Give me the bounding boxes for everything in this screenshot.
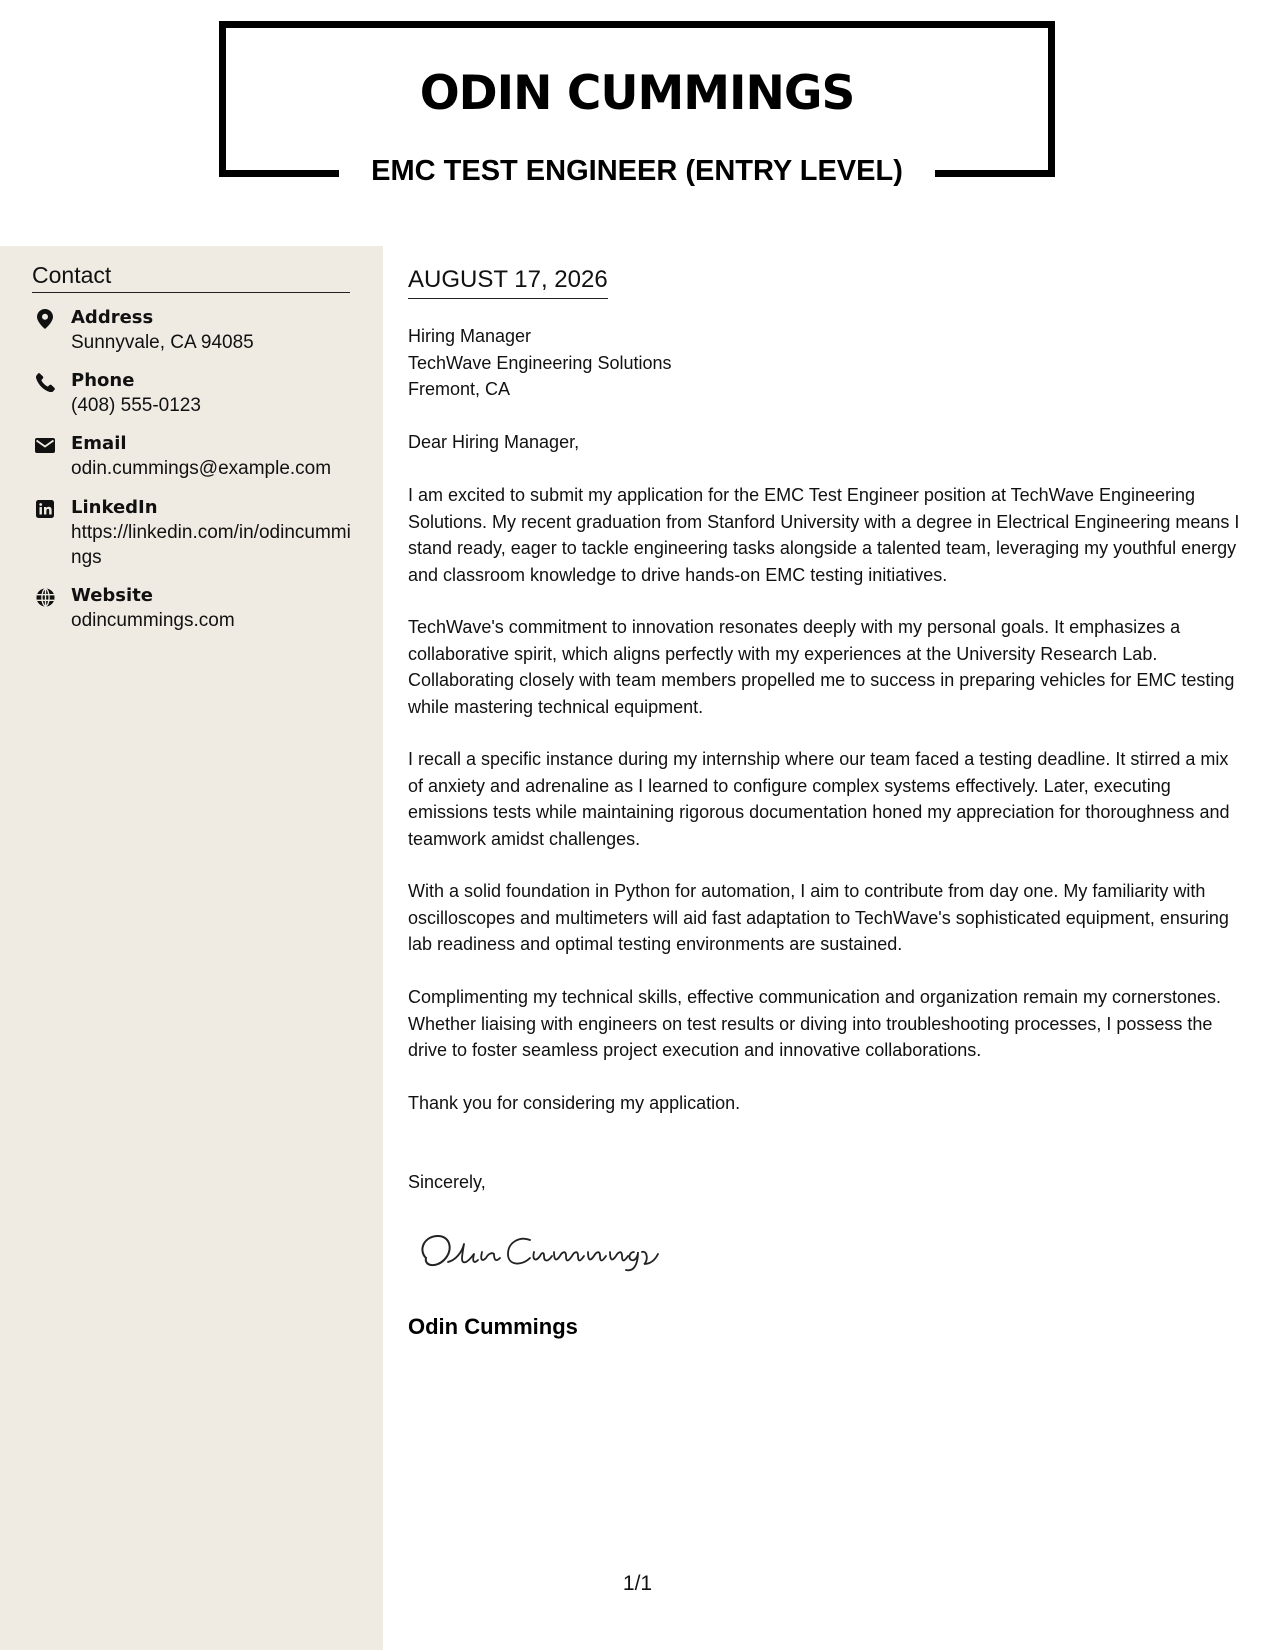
recipient-line: TechWave Engineering Solutions bbox=[408, 352, 672, 373]
linkedin-icon bbox=[32, 498, 58, 520]
paragraph: I recall a specific instance during my internship where our team faced a testing deadline. It stirred a mix of anxiety and adrenaline as I learned to configure complex systems effectively. Later, executing emissions tests while maintaining rigorous documentation honed my appreciation for thoroughness and teamwork amidst challenges. bbox=[408, 749, 1230, 849]
phone-icon bbox=[32, 371, 58, 393]
applicant-name: ODIN CUMMINGS bbox=[419, 66, 855, 121]
handwritten-signature bbox=[412, 1222, 672, 1282]
job-title: EMC TEST ENGINEER (ENTRY LEVEL) bbox=[371, 155, 903, 187]
contact-label: Email bbox=[71, 433, 127, 454]
location-pin-icon bbox=[32, 308, 58, 330]
contact-value: Sunnyvale, CA 94085 bbox=[71, 332, 254, 353]
contact-value: odin.cummings@example.com bbox=[71, 458, 332, 479]
contact-value[interactable]: odincummings.com bbox=[71, 610, 235, 631]
contact-label: Website bbox=[71, 585, 154, 606]
recipient-block bbox=[408, 323, 672, 403]
signer-name: Odin Cummings bbox=[408, 1314, 578, 1339]
paragraph: Thank you for considering my application. bbox=[408, 1093, 741, 1113]
paragraph: With a solid foundation in Python for automation, I aim to contribute from day one. My familiarity with oscilloscopes and multimeters will aid fast adaptation to TechWave's sophisticated equipment, ensuring lab readiness and optimal testing environments are sustained. bbox=[408, 881, 1229, 954]
contact-label: Address bbox=[71, 307, 154, 328]
recipient-line: Hiring Manager bbox=[408, 326, 532, 346]
page-number: 1/1 bbox=[622, 1572, 653, 1595]
contact-label: Phone bbox=[71, 370, 135, 391]
contact-label: LinkedIn bbox=[71, 497, 158, 518]
envelope-icon bbox=[32, 434, 58, 456]
salutation: Dear Hiring Manager, bbox=[408, 432, 580, 452]
globe-icon bbox=[32, 586, 58, 608]
contact-value[interactable]: https://linkedin.com/in/odincummings bbox=[71, 522, 351, 568]
contact-value: (408) 555-0123 bbox=[71, 395, 201, 416]
paragraph: Complimenting my technical skills, effective communication and organization remain my cornerstones. Whether liaising with engineers on test results or diving into troubleshooting processes, I possess the drive to foster seamless project execution and innovative collaborations. bbox=[408, 987, 1222, 1060]
paragraph: TechWave's commitment to innovation resonates deeply with my personal goals. It emphasizes a collaborative spirit, which aligns perfectly with my experiences at the University Research Lab. Collaborating closely with team members propelled me to success in preparing vehicles for EMC testing while mastering technical equipment. bbox=[408, 617, 1235, 717]
closing: Sincerely, bbox=[408, 1172, 486, 1192]
contact-heading: Contact bbox=[32, 261, 350, 293]
paragraph: I am excited to submit my application for the EMC Test Engineer position at TechWave Engineering Solutions. My recent graduation from Stanford University with a degree in Electrical Engineering means I stand ready, eager to tackle engineering tasks alongside a talented team, leveraging my youthful energy and classroom knowledge to drive hands-on EMC testing initiatives. bbox=[408, 485, 1240, 585]
recipient-line: Fremont, CA bbox=[408, 379, 511, 399]
letter-date: AUGUST 17, 2026 bbox=[408, 264, 608, 299]
